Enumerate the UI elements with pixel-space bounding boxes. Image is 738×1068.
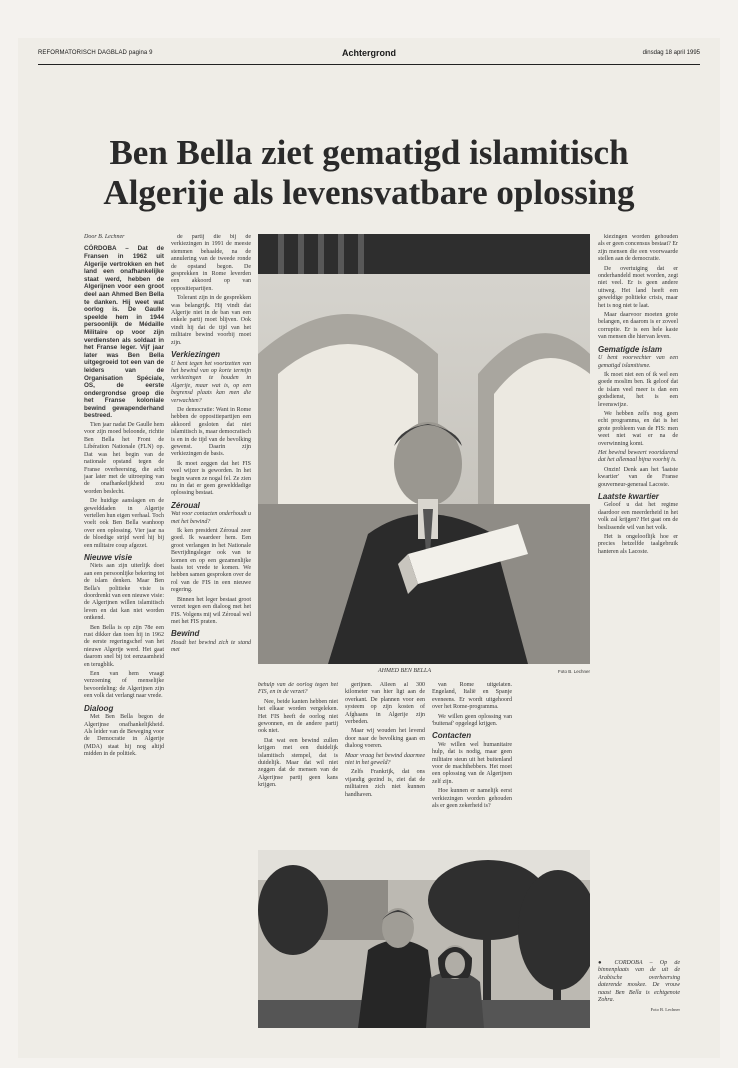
column-2 <box>171 234 251 1004</box>
question: U bent tegen het voortzetten van het bewind van op korte termijn verkiezingen te houden in Algerije, maar wat is, op een begrensd plaats kan men die verwachten? <box>171 360 251 404</box>
paragraph: Ben Bella is op zijn 78e een rust dikker dan toen hij in 1962 de eerste regeringschef van het nieuwe Algerije werd. Het gaat daarom snel bij tot eenzaamheid en terugblik. <box>84 624 164 668</box>
lead-paragraph: CÓRDOBA – Dat de Fransen in 1962 uit Algerije vertrokken en het land een onafhankelijke staat werd, hebben de Algerijnen voor een groot deel aan Ahmed Ben Bella te danken. Hij weet wat oorlog is. De Gaulle speelde hem in 1944 persoonlijk de Médaille Militaire op voor zijn verdiensten als soldaat in het Franse leger. Vijf jaar later was Ben Bella uitgegroeid tot een van de leiders van de Organisation Spéciale, OS, de eerste ondergrondse groep die het Franse koloniale bewind gewapenderhand bestreed. <box>84 245 164 420</box>
headline <box>58 133 680 213</box>
column-1 <box>84 234 164 1004</box>
subheading: Bewind <box>171 629 200 639</box>
headline-line-1: Ben Bella ziet gematigd islamitisch <box>109 133 629 172</box>
photo-note <box>598 960 680 1016</box>
paragraph: Onzin! Denk aan het 'laatste kwartier' van de Franse gouverneur-generaal Lacoste. <box>598 466 678 488</box>
paragraph: Maar daarvoor moeten grote belangen, en daarom is er zoveel corruptie. Er is een hele kaste van mensen die hiervan leven. <box>598 312 678 341</box>
paragraph: We willen wel humanitaire hulp, dat is nodig, maar geen militaire steun uit het buitenland voor de machthebbers. Het moet een oplossing van de Algerijnen zelf zijn. <box>432 741 512 785</box>
column-6 <box>598 234 678 954</box>
paragraph: Ik moet niet een of ik wel een goede moslim ben. Ik geloof dat de islam veel meer is dan een godsdienst, het is een levenswijze. <box>598 371 678 408</box>
headline-line-2: Algerije als levensvatbare oplossing <box>103 173 635 212</box>
main-photo-caption: AHMED BEN BELLA <box>378 668 431 674</box>
paragraph: Binnen het leger bestaat groot verzet tegen een dialoog met het FIS. Volgens mij wil Zéroual wel met het FIS praten. <box>171 596 251 625</box>
subheading: Dialoog <box>84 703 114 713</box>
subheading: Nieuwe visie <box>84 552 133 562</box>
paragraph: van Rome uitgelaten. Engeland, Italië en Spanje eveneens. Er wordt uitgehoord over het Rome-programma. <box>432 682 512 711</box>
paragraph: Maar wij wouden het levend door naar de bevolking gaan en dialoog voeren. <box>345 728 425 750</box>
column-5 <box>432 682 512 844</box>
question: Het bewind beweert voortdurend dat het allemaal bijna voorbij is. <box>598 449 678 464</box>
main-photo <box>258 234 590 664</box>
paragraph: Een van hem vraagt verzoening of menselijke bevoordeling: de Algerijnen zijn een volk dat verlangt naar vrede. <box>84 671 164 700</box>
question: Houdt het bewind zich te stand met <box>171 639 251 654</box>
subheading: Verkiezingen <box>171 350 221 360</box>
ben-bella-portrait-image <box>258 234 590 664</box>
paragraph: De huidige aanslagen en de gewelddaden in Algerije vertellen hun eigen verhaal. Toch voelt ook Ben Bella wanhoop over een oplossing. Vier jaar na de bloedige strijd werd hij bij een militaire coup afgezet. <box>84 498 164 549</box>
paragraph: Ik moet zeggen dat het FIS veel wijzer is geworden. In het begin waren ze nogal fel. Ze zien nu in dat er geen gewelddadige oplossing bestaat. <box>171 460 251 497</box>
column-4 <box>345 682 425 844</box>
paragraph: Hoe kunnen er namelijk eerst verkiezingen worden gehouden als er geen zekerheid is? <box>432 788 512 810</box>
ben-bella-couple-image <box>258 850 590 1028</box>
paragraph: Nee, beide kanten hebben niet het elkaar worden vergeleken. Het FIS heeft de oorlog niet gewonnen, en de andere partij ook niet. <box>258 698 338 735</box>
column-3 <box>258 682 338 844</box>
issue-date: dinsdag 18 april 1995 <box>642 50 700 56</box>
paragraph: Met Ben Bella begon de Algerijnse onafhankelijkheid. Als leider van de Beweging voor de Democratie in Algerije (MDA) staat hij nog altijd midden in de politiek. <box>84 714 164 758</box>
second-photo <box>258 850 590 1028</box>
subheading: Zéroual <box>171 500 200 510</box>
newspaper-page <box>18 38 720 1058</box>
subheading: Laatste kwartier <box>598 492 659 501</box>
photo-note-credit: Foto B. Lechner <box>650 1007 680 1013</box>
paragraph: gerijnen. Alleen al 300 kilometer van hier ligt aan de overkant. De plannen voor een systeem op zijn kosten of Afghaans in Algerije zijn verbeden. <box>345 682 425 726</box>
paragraph: Zelfs Frankrijk, dat ons vijandig gezind is, ziet dat de militairen zich niet kunnen handhaven. <box>345 769 425 798</box>
paragraph: Geloof u dat het regime daardoor een meerderheid in het volk zal krijgen? Het gaat om de beslissende wil van het volk. <box>598 502 678 531</box>
photo-note-text: ● CÓRDOBA – Op de binnenplaats van de uit de Arabische overheersing daterende moskee. De vrouw naast Ben Bella is echtgenote Zohra. <box>598 960 680 1004</box>
paragraph: We willen geen oplossing van 'buitenaf' opgelegd krijgen. <box>432 713 512 728</box>
question: Maar vraag het bewind daarmee niet in het geweld? <box>345 752 425 767</box>
masthead <box>38 48 700 62</box>
question: Wat voor contacten onderhoudt u met het bewind? <box>171 511 251 525</box>
question: U bent voorvechter van een gematigd islamitisme. <box>598 355 678 369</box>
section-title: Achtergrond <box>342 48 396 58</box>
paragraph: Niets aan zijn uiterlijk doet aan een persoonlijke bekering tot de islam denken. Maar Ben Bella's politieke visie is doordrenkt van een nieuwe visie: de Algerijnen willen islamitisch leven en dat kan niet worden ontkend. <box>84 563 164 622</box>
masthead-rule <box>38 64 700 65</box>
subheading: Gematigde islam <box>598 344 663 354</box>
paragraph: Het is ongelooflijk hoe er precies hetzelfde taalgebruik hanteren als Lacoste. <box>598 534 678 555</box>
paragraph: kiezingen worden gehouden als er geen concensus bestaat? Er zijn mensen die een voorwaarde stellen aan de democratie. <box>598 234 678 263</box>
byline: Door B. Lechner <box>84 234 125 240</box>
paragraph: We hebben zelfs nog geen echt programma, en dat is het grote probleem van de FIS: men weet niet wat er na de overwinning komt. <box>598 410 678 447</box>
newspaper-name: REFORMATORISCH DAGBLAD pagina 9 <box>38 50 153 56</box>
paragraph: Tolerant zijn in de gesprekken was belangrijk. Hij vindt dat Algerije niet in de ban van een enkele partij moet blijven. Ook vindt hij dat de tijd van het militaire bewind voorbij moet zijn. <box>171 295 251 346</box>
paragraph: de partij die bij de verkiezingen in 1991 de meeste stemmen behaalde, na de annulering van de tweede ronde de opstand begon. De gesprekken in Rome leverden een akkoord op van oppositiepartijen. <box>171 234 251 292</box>
main-photo-credit: Foto B. Lechner <box>558 669 591 674</box>
paragraph: De democratie: Want in Rome hebben de oppositiepartijen een akkoord gesloten dat niet islamitisch is, maar democratisch is en in de tijd van de bevolking gewenst. Daarin zijn verkiezingen de basis. <box>171 406 251 458</box>
subheading: Contacten <box>432 731 472 741</box>
question: behulp van de oorlog tegen het FIS, en in de verzet? <box>258 682 338 696</box>
paragraph: Tien jaar nadat De Gaulle hem voor zijn moed beloonde, richtte Ben Bella het Front de Libération Nationale (FLN) op. Dat was het begin van de nationale opstand tegen de Franse overheersing, die acht jaar later met de uitroeping van de onafhankelijkheid zou worden beslecht. <box>84 422 164 495</box>
paragraph: Ik ken president Zéroual zeer goed. Ik waardeer hem. Een groot verlangen in het Nationale Bevrijdingsleger ook van te komen en op een gezamenlijke basis tot vrede te komen. We hebben samen gesproken over de rol van de FIS in een nieuwe regering. <box>171 528 251 594</box>
paragraph: De overtuiging dat er onderhandeld moet worden, zegt niet veel. Er is geen andere uitweg. Het land heeft een geweldige politieke crisis, maar het is nog niet te laat. <box>598 265 678 309</box>
paragraph: Dat wat een bewind zullen krijgen met een duidelijk islamitisch stempel, dat is duidelijk. Maar dat wil niet zeggen dat de mensen van de Algerijnse partij geen kans krijgen. <box>258 737 338 789</box>
